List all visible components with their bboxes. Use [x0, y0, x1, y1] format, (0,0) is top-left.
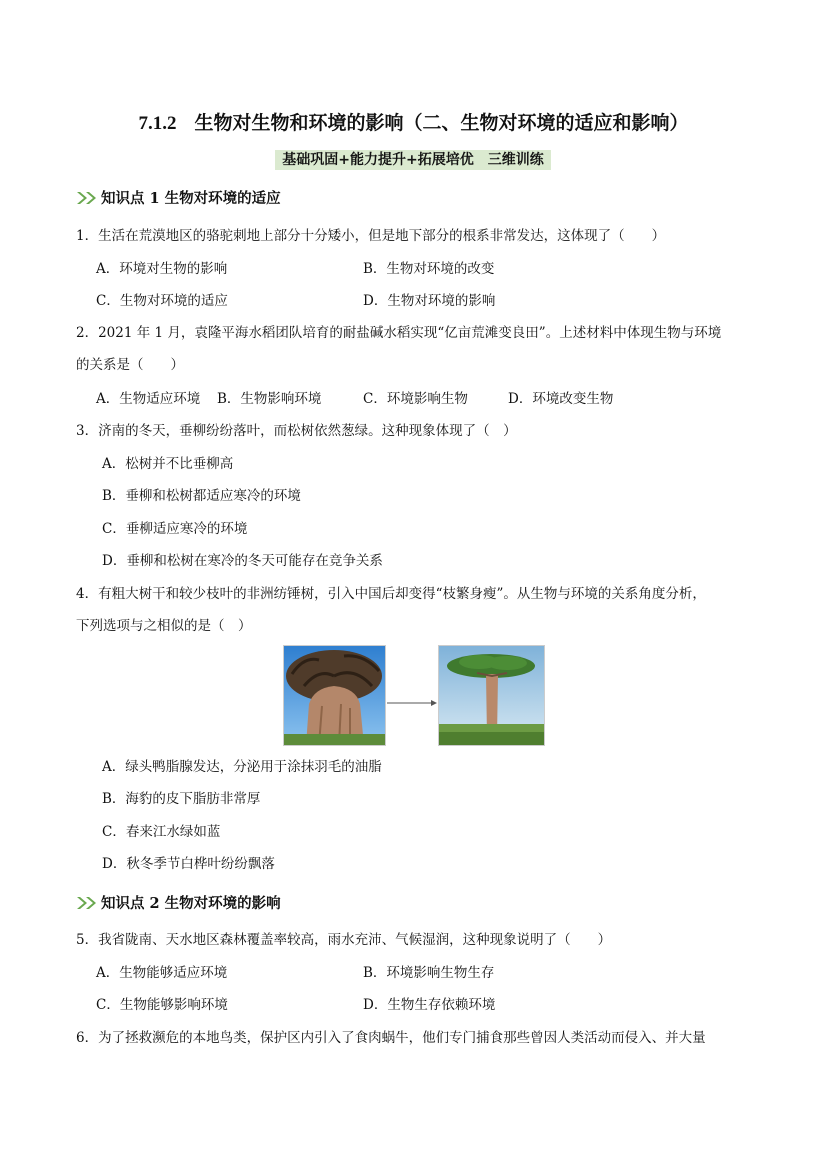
double-chevron-icon	[76, 191, 98, 205]
section-heading-1	[76, 187, 281, 208]
option-2a: A．生物适应环境	[96, 391, 201, 407]
arrow-icon	[387, 691, 437, 710]
lesson-number: 7.1.2	[138, 113, 177, 134]
section-label: 知识点 2 生物对环境的影响	[101, 895, 281, 912]
option-3b: B．垂柳和松树都适应寒冷的环境	[102, 488, 301, 504]
option-4b: B．海豹的皮下脂肪非常厚	[102, 791, 261, 807]
option-3c: C．垂柳适应寒冷的环境	[102, 521, 248, 537]
option-3d: D．垂柳和松树在寒冷的冬天可能存在竞争关系	[102, 553, 383, 569]
double-chevron-icon	[76, 896, 98, 910]
baobab-china-image	[438, 645, 545, 746]
option-2c: C．环境影响生物	[363, 391, 468, 407]
question-2-line-1: 2．2021 年 1 月，袁隆平海水稻团队培育的耐盐碱水稻实现“亿亩荒滩变良田”。上述材料中体现生物与环境	[76, 325, 722, 341]
option-1c: C．生物对环境的适应	[96, 293, 228, 309]
option-5c: C．生物能够影响环境	[96, 997, 228, 1013]
option-4d: D．秋冬季节白桦叶纷纷飘落	[102, 856, 275, 872]
option-2b: B．生物影响环境	[217, 391, 322, 407]
section-label: 知识点 1 生物对环境的适应	[101, 190, 281, 207]
option-3a: A．松树并不比垂柳高	[102, 456, 234, 472]
page-subtitle: 基础巩固+能力提升+拓展培优 三维训练	[275, 150, 551, 170]
option-4a: A．绿头鸭脂腺发达，分泌用于涂抹羽毛的油脂	[102, 759, 382, 775]
option-5a: A．生物能够适应环境	[96, 965, 228, 981]
option-2d: D．环境改变生物	[508, 391, 614, 407]
question-4-line-2: 下列选项与之相似的是（ ）	[76, 618, 252, 634]
question-6: 6．为了拯救濒危的本地鸟类，保护区内引入了食肉蜗牛，他们专门捕食那些曾因人类活动而侵入、并大量	[76, 1030, 706, 1046]
baobab-africa-image	[283, 645, 386, 746]
option-1b: B．生物对环境的改变	[363, 261, 495, 277]
question-4-line-1: 4．有粗大树干和较少枝叶的非洲纺锤树，引入中国后却变得“枝繁身瘦”。从生物与环境的关系角度分析，	[76, 586, 706, 602]
option-5d: D．生物生存依赖环境	[363, 997, 496, 1013]
question-5: 5．我省陇南、天水地区森林覆盖率较高，雨水充沛、气候湿润，这种现象说明了（ ）	[76, 932, 612, 948]
question-3: 3．济南的冬天，垂柳纷纷落叶，而松树依然葱绿。这种现象体现了（ ）	[76, 423, 517, 439]
lesson-title: 生物对生物和环境的影响（二、生物对环境的适应和影响）	[194, 112, 689, 134]
page-title	[0, 108, 827, 135]
option-5b: B．环境影响生物生存	[363, 965, 495, 981]
question-1: 1．生活在荒漠地区的骆驼刺地上部分十分矮小，但是地下部分的根系非常发达，这体现了（ ）	[76, 228, 666, 244]
section-heading-2	[76, 892, 281, 913]
question-2-line-2: 的关系是（ ）	[76, 357, 184, 373]
option-1a: A．环境对生物的影响	[96, 261, 228, 277]
option-4c: C．春来江水绿如蓝	[102, 824, 221, 840]
option-1d: D．生物对环境的影响	[363, 293, 496, 309]
